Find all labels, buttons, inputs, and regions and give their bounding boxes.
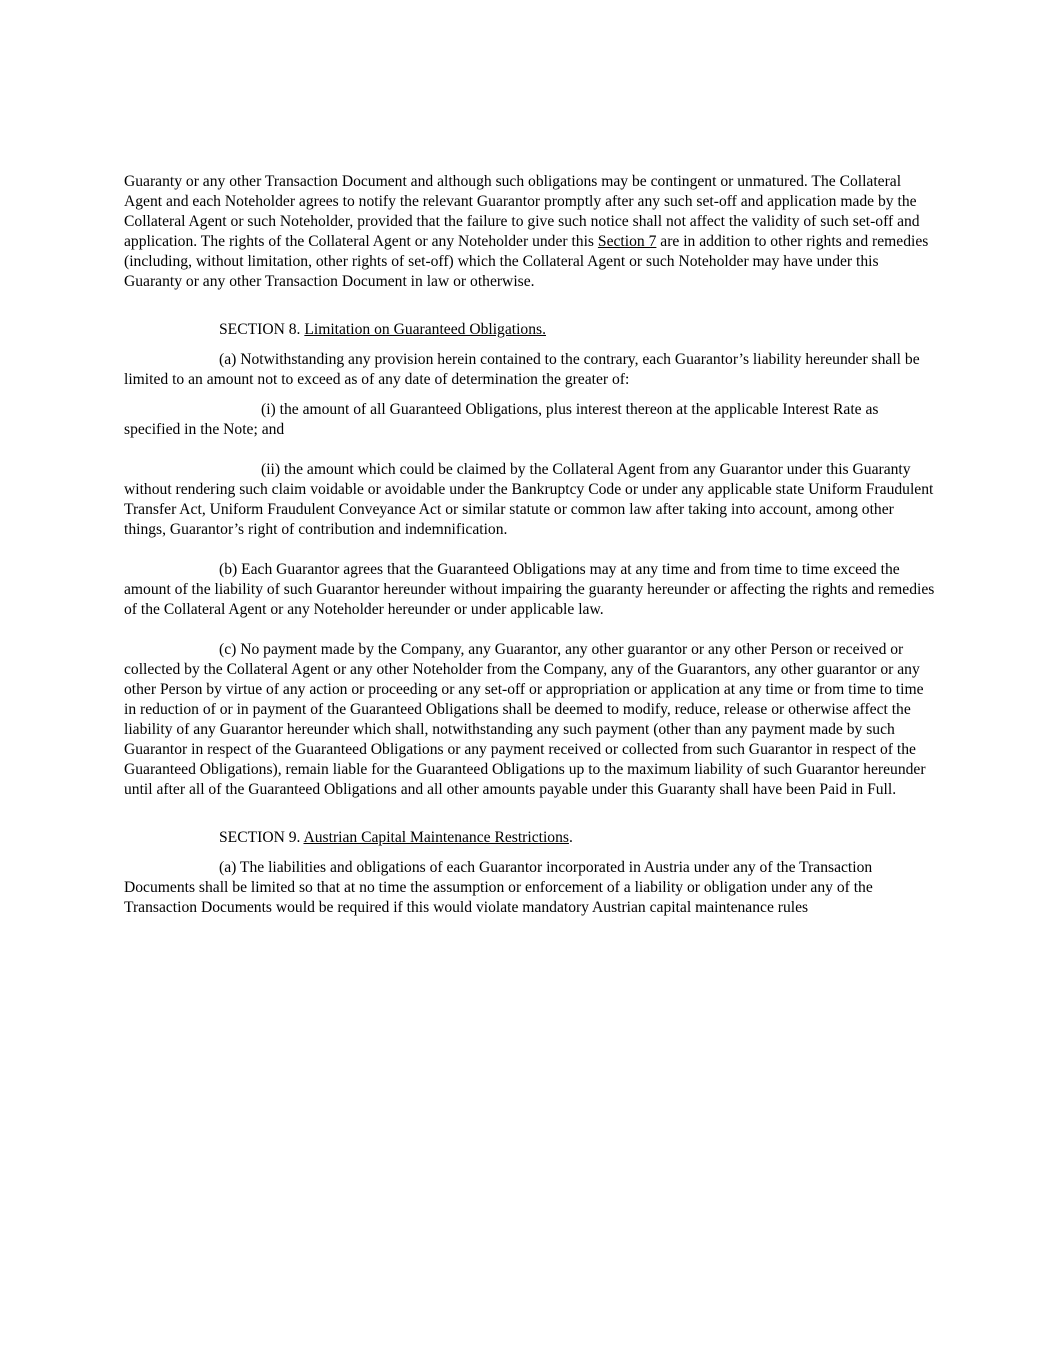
- continuation-text-1: Guaranty or any other Transaction Document and although such obligations may be contingent or unmatured. The Collateral Agent and each Noteholder agrees to notify the relevant Guarantor promptly after any such set-off and application made by the Collateral Agent or such Noteholder, provided that the failure to give such notice shall not affect the validity of such set-off and application. The rights of the Collateral Agent or any Noteholder under this: [124, 173, 920, 250]
- document-page: [124, 172, 936, 918]
- section-8-para-b: (b) Each Guarantor agrees that the Guaranteed Obligations may at any time and from time to time exceed the amount of the liability of such Guarantor hereunder without impairing the guaranty hereunder or affecting the rights and remedies of the Collateral Agent or any Noteholder hereunder or under applicable law.: [124, 561, 935, 618]
- section-8-para-i: (i) the amount of all Guaranteed Obligations, plus interest thereon at the applicable Interest Rate as specified in the Note; and: [124, 401, 879, 438]
- continuation-paragraph: [124, 172, 936, 292]
- section-8-heading: [124, 320, 936, 340]
- section-9-title: Austrian Capital Maintenance Restrictions: [303, 829, 569, 846]
- section-9-para-a: (a) The liabilities and obligations of each Guarantor incorporated in Austria under any of the Transaction Documents shall be limited so that at no time the assumption or enforcement of a liability or obligation under any of the Transaction Documents would be required if this would violate mandatory Austrian capital maintenance rules: [124, 859, 873, 916]
- section-8-number: SECTION 8.: [219, 321, 301, 338]
- section-8-title: Limitation on Guaranteed Obligations.: [304, 321, 546, 338]
- section-9-heading: [124, 828, 936, 848]
- section-7-reference: Section 7: [597, 233, 657, 250]
- section-8-para-a: (a) Notwithstanding any provision herein contained to the contrary, each Guarantor’s liability hereunder shall be limited to an amount not to exceed as of any date of determination the greater of:: [124, 351, 920, 388]
- continuation-text-2: are in addition to other rights and remedies (including, without limitation, other rights of set-off) which the Collateral Agent or such Noteholder may have under this Guaranty or any other Transaction Document in law or otherwise.: [124, 233, 929, 290]
- section-8-para-ii: (ii) the amount which could be claimed by the Collateral Agent from any Guarantor under this Guaranty without rendering such claim voidable or avoidable under the Bankruptcy Code or under any applicable state Uniform Fraudulent Transfer Act, Uniform Fraudulent Conveyance Act or similar statute or common law after taking into account, among other things, Guarantor’s right of contribution and indemnification.: [124, 461, 934, 538]
- section-8-para-c: (c) No payment made by the Company, any Guarantor, any other guarantor or any other Person or received or collected by the Collateral Agent or any other Noteholder from the Company, any of the Guarantors, any other guarantor or any other Person by virtue of any action or proceeding or any set-off or appropriation or application at any time or from time to time in reduction of or in payment of the Guaranteed Obligations shall be deemed to modify, reduce, release or otherwise affect the liability of any Guarantor hereunder which shall, notwithstanding any such payment (other than any payment made by such Guarantor in respect of the Guaranteed Obligations or any payment received or collected from such Guarantor in respect of the Guaranteed Obligations), remain liable for the Guaranteed Obligations up to the maximum liability of such Guarantor hereunder until after all of the Guaranteed Obligations and all other amounts payable under this Guaranty shall have been Paid in Full.: [124, 641, 926, 798]
- section-9-title-suffix: .: [568, 829, 573, 846]
- section-9-number: SECTION 9.: [219, 829, 301, 846]
